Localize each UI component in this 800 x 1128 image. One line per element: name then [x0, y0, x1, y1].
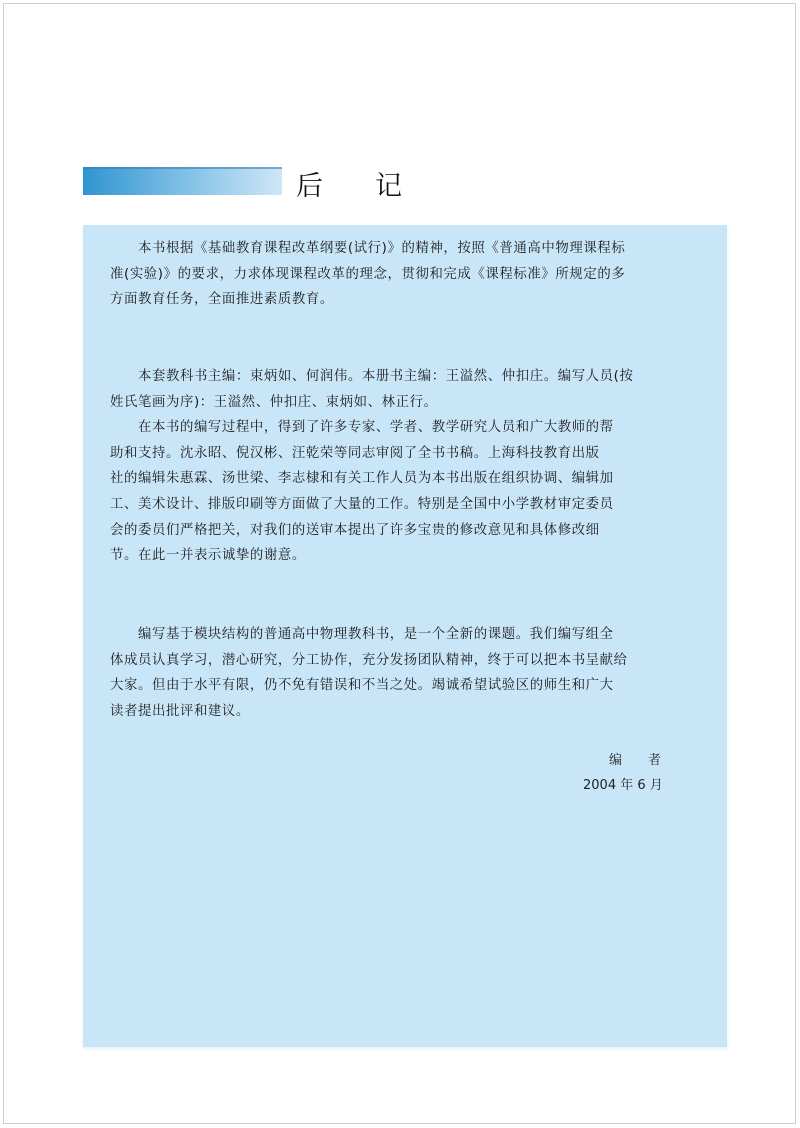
- page-title: [296, 164, 402, 203]
- text-line: 姓氏笔画为序)：王溢然、仲扣庄、束炳如、林正行。: [110, 394, 438, 410]
- text-line: 本书根据《基础教育课程改革纲要(试行)》的精神，按照《普通高中物理课程标: [110, 241, 626, 256]
- text-line: 本套教科书主编：束炳如、何润伟。本册书主编：王溢然、仲扣庄。编写人员(按: [110, 369, 634, 384]
- text-line: 准(实验)》的要求，力求体现课程改革的理念，贯彻和完成《课程标准》所规定的多: [110, 266, 626, 282]
- signature-author: 编 者: [609, 753, 662, 768]
- text-line: 大家。但由于水平有限，仍不免有错误和不当之处。竭诚希望试验区的师生和广大: [110, 678, 614, 694]
- text-line: 方面教育任务，全面推进素质教育。: [110, 292, 334, 308]
- signature-date: 2004 年 6 月: [583, 778, 663, 793]
- text-line: 助和支持。沈永昭、倪汉彬、汪乾荣等同志审阅了全书书稿。上海科技教育出版: [110, 445, 600, 461]
- paragraph-closing: [110, 622, 704, 724]
- paragraph-acknowledgements: [110, 364, 704, 569]
- heading-decoration-bar: [83, 167, 282, 195]
- text-line: 节。在此一并表示诚挚的谢意。: [110, 548, 306, 564]
- text-line: 编写基于模块结构的普通高中物理教科书，是一个全新的课题。我们编写组全: [110, 627, 614, 642]
- text-line: 在本书的编写过程中，得到了许多专家、学者、教学研究人员和广大教师的帮: [110, 420, 614, 436]
- paragraph-purpose: [110, 236, 704, 313]
- text-line: 会的委员们严格把关，对我们的送审本提出了许多宝贵的修改意见和具体修改细: [110, 522, 600, 538]
- page-title-char-2: 记: [375, 171, 402, 202]
- text-line: 社的编辑朱惠霖、汤世梁、李志棣和有关工作人员为本书出版在组织协调、编辑加: [110, 471, 614, 487]
- text-line: 体成员认真学习，潜心研究，分工协作，充分发扬团队精神，终于可以把本书呈献给: [110, 652, 628, 668]
- text-line: 工、美术设计、排版印刷等方面做了大量的工作。特别是全国中小学教材审定委员: [110, 496, 614, 512]
- text-line: 读者提出批评和建议。: [110, 703, 250, 719]
- page-title-char-1: 后: [296, 171, 323, 202]
